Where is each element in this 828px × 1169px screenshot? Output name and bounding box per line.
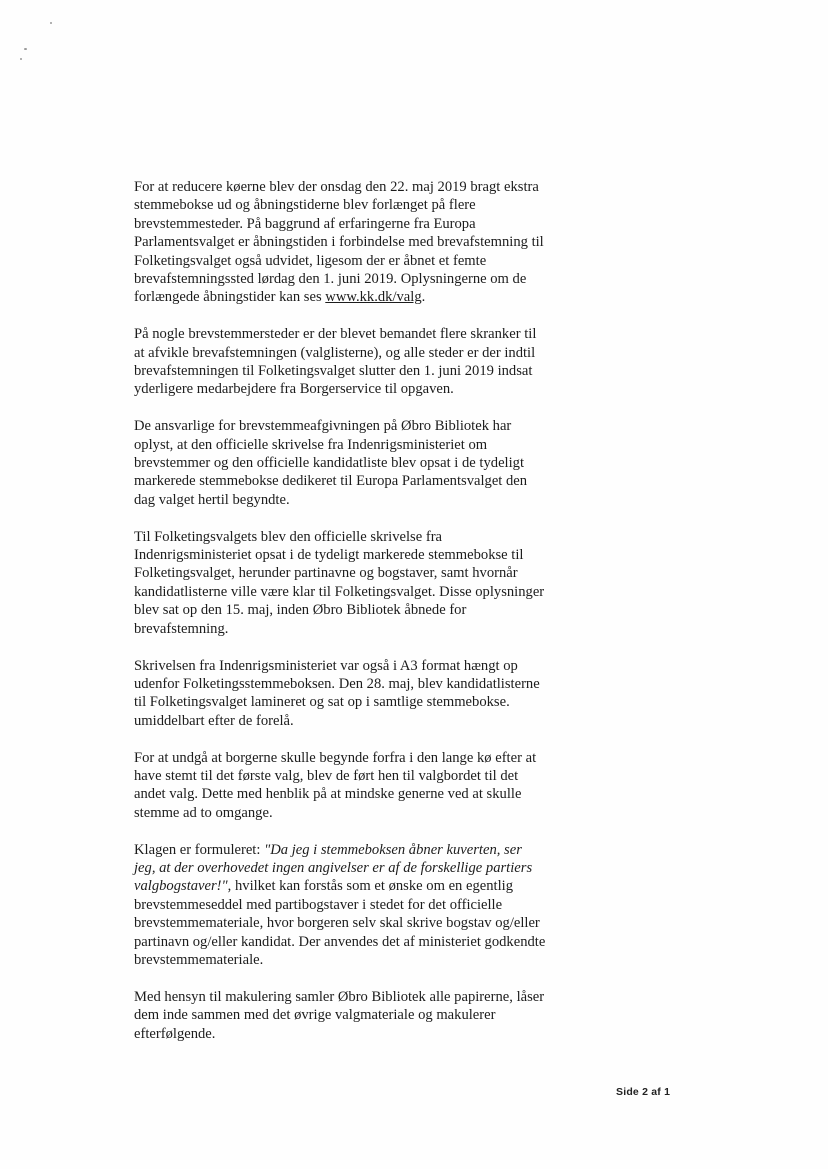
text-line: brevafstemningssted lørdag den 1. juni 2019. Oplysningerne om de: [134, 271, 527, 288]
text-line: brevstemmeseddel med partibogstaver i stedet for det officielle: [134, 896, 503, 913]
link-suffix: .: [421, 289, 426, 306]
text-line: Parlamentsvalget er åbningstiden i forbindelse med brevafstemning til: [134, 234, 544, 251]
text-line: For at reducere køerne blev der onsdag den 22. maj 2019 bragt ekstra: [134, 179, 539, 195]
text-line: stemmebokse ud og åbningstiderne blev forlænget på flere: [134, 197, 476, 214]
complaint-after-quote: , hvilket kan forstås som et ønske om en egentlig: [227, 878, 514, 895]
paragraph-complaint: [134, 841, 604, 970]
text-line: Til Folketingsvalgets blev den officielle skrivelse fra: [134, 528, 443, 545]
text-line: De ansvarlige for brevstemmeafgivningen på Øbro Bibliotek har: [134, 418, 512, 435]
text-line: at afvikle brevafstemningen (valglisterne), og alle steder er der indtil: [134, 344, 536, 361]
text-line: For at undgå at borgerne skulle begynde forfra i den lange kø efter at: [134, 749, 537, 766]
kk-valg-link[interactable]: www.kk.dk/valg: [325, 289, 422, 306]
text-line: Folketingsvalget også udvidet, ligesom der er åbnet et femte: [134, 252, 487, 269]
paragraph-queue-handling: [134, 749, 604, 823]
paragraph-shredding: [134, 988, 604, 1043]
text-line: udenfor Folketingsstemmeboksen. Den 28. maj, blev kandidatlisterne: [134, 675, 540, 692]
complaint-quote-part1: "Da jeg i stemmeboksen åbner kuverten, ser: [264, 841, 522, 858]
complaint-quote-part2: jeg, at der overhovedet ingen angivelser er af de forskellige partiers: [134, 859, 533, 876]
text-line: til Folketingsvalget lamineret og sat op i samtlige stemmebokse.: [134, 694, 510, 711]
text-line: brevstemmemateriale.: [134, 951, 264, 968]
complaint-quote-part3: valgbogstaver!": [134, 878, 228, 895]
text-line: yderligere medarbejdere fra Borgerservice til opgaven.: [134, 381, 454, 398]
text-line: brevstemmesteder. På baggrund af erfaringerne fra Europa: [134, 215, 476, 232]
text-line: oplyst, at den officielle skrivelse fra Indenrigsministeriet om: [134, 436, 488, 453]
text-line: brevstemmemateriale, hvor borgeren selv skal skrive bogstav og/eller: [134, 915, 540, 932]
paragraph-folketingsvalg-notice: [134, 528, 604, 638]
text-line: stemme ad to omgange.: [134, 804, 273, 821]
text-line-complaint-end: [134, 877, 604, 895]
text-line: efterfølgende.: [134, 1025, 216, 1042]
paragraph-a3-format: [134, 657, 604, 731]
text-line: have stemt til det første valg, blev de ført hen til valgbordet til det: [134, 767, 519, 784]
text-line: umiddelbart efter de forelå.: [134, 712, 294, 729]
scan-speck: [20, 58, 22, 60]
text-line: partinavn og/eller kandidat. Der anvendes det af ministeriet godkendte: [134, 933, 546, 950]
text-line: brevafstemning.: [134, 620, 229, 637]
text-line: markerede stemmebokse dedikeret til Europa Parlamentsvalget den: [134, 473, 528, 490]
link-prefix: forlængede åbningstider kan ses: [134, 289, 326, 306]
text-line: Indenrigsministeriet opsat i de tydeligt markerede stemmebokse til: [134, 547, 524, 564]
paragraph-obro-library-eu: [134, 417, 604, 509]
text-line: Skrivelsen fra Indenrigsministeriet var også i A3 format hængt op: [134, 657, 518, 674]
text-line-with-link: [134, 288, 604, 306]
text-line: brevstemmer og den officielle kandidatliste blev opsat i de tydeligt: [134, 455, 525, 472]
text-line: Med hensyn til makulering samler Øbro Bibliotek alle papirerne, låser: [134, 988, 545, 1005]
text-line: dem inde sammen med det øvrige valgmateriale og makulerer: [134, 1007, 496, 1024]
letter-body: [134, 178, 604, 1061]
paragraph-staffing: [134, 325, 604, 399]
complaint-intro: Klagen er formuleret:: [134, 841, 265, 858]
text-line: Folketingsvalget, herunder partinavne og bogstaver, samt hvornår: [134, 565, 518, 582]
scan-speck: [50, 22, 52, 24]
text-line: dag valget hertil begyndte.: [134, 491, 290, 508]
scan-speck: [24, 48, 27, 50]
page-number: Side 2 af 1: [616, 1086, 671, 1098]
text-line: andet valg. Dette med henblik på at mindske generne ved at skulle: [134, 786, 522, 803]
text-line-complaint-intro: [134, 841, 604, 859]
text-line: På nogle brevstemmersteder er der blevet bemandet flere skranker til: [134, 326, 537, 343]
paragraph-extra-ballot-boxes: [134, 178, 604, 307]
text-line: kandidatlisterne ville være klar til Folketingsvalget. Disse oplysninger: [134, 583, 545, 600]
text-line: brevafstemningen til Folketingsvalget slutter den 1. juni 2019 indsat: [134, 363, 533, 380]
text-line: blev sat op den 15. maj, inden Øbro Bibliotek åbnede for: [134, 602, 467, 619]
